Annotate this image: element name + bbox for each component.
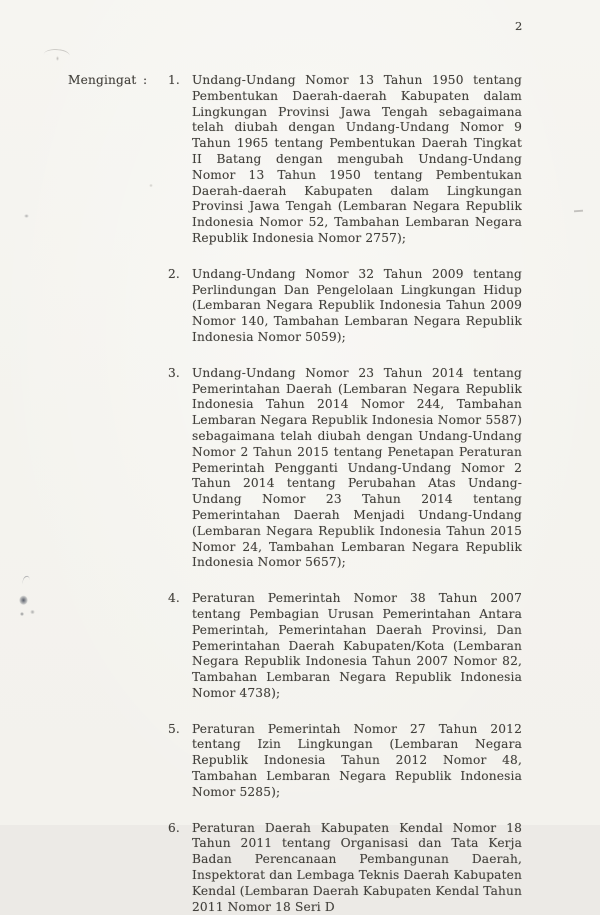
item-text: Peraturan Daerah Kabupaten Kendal Nomor 18 Tahun 2011 tentang Organisasi dan Tata Kerja Badan Perencanaan Pembangunan Daerah, Inspektorat dan Lembaga Teknis Daerah Kabupaten Kendal (Lembaran Daerah Kabupaten Kendal Tahun 2011 Nomor 18 Seri D (192, 820, 522, 914)
pencil-scuff-mark (44, 47, 71, 57)
ink-speck (30, 610, 35, 614)
legal-basis-list (168, 73, 522, 915)
right-margin-dash (574, 210, 583, 213)
item-number: 6. (168, 820, 180, 835)
item-number: 3. (168, 365, 180, 380)
item-text: Undang-Undang Nomor 23 Tahun 2014 tentang Pemerintahan Daerah (Lembaran Negara Republik Indonesia Tahun 2014 Nomor 244, Tambahan Lembaran Negara Republik Indonesia Nomor 5587) sebagaimana telah diubah dengan Undang-Undang Nomor 2 Tahun 2015 tentang Penetapan Peraturan Pemerintah Pengganti Undang-Undang Nomor 2 Tahun 2014 tentang Perubahan Atas Undang-Undang Nomor 23 Tahun 2014 tentang Pemerintahan Daerah Menjadi Undang-Undang (Lembaran Negara Republik Indonesia Tahun 2015 Nomor 24, Tambahan Lembaran Negara Republik Indonesia Nomor 5657); (192, 365, 522, 570)
item-text: Peraturan Pemerintah Nomor 27 Tahun 2012 tentang Izin Lingkungan (Lembaran Negara Republik Indonesia Tahun 2012 Nomor 48, Tambahan Lembaran Negara Republik Indonesia Nomor 5285); (192, 721, 522, 799)
item-text: Undang-Undang Nomor 32 Tahun 2009 tentang Perlindungan Dan Pengelolaan Lingkungan Hidup (Lembaran Negara Republik Indonesia Tahun 2009 Nomor 140, Tambahan Lembaran Negara Republik Indonesia Nomor 5059); (192, 266, 522, 344)
ink-speck (20, 612, 24, 616)
ink-blot (17, 593, 30, 609)
item-number: 5. (168, 721, 180, 736)
mengingat-section (68, 73, 522, 915)
legal-item-1 (168, 73, 522, 247)
item-number: 4. (168, 591, 180, 606)
item-text: Peraturan Pemerintah Nomor 38 Tahun 2007 tentang Pembagian Urusan Pemerintahan Antara Pemerintah, Pemerintahan Daerah Provinsi, Dan Pemerintahan Daerah Kabupaten/Kota (Lembaran Negara Republik Indonesia Tahun 2007 Nomor 82, Tambahan Lembaran Negara Republik Indonesia Nomor 4738); (192, 591, 522, 700)
legal-item-2 (168, 267, 522, 346)
page-number: 2 (515, 19, 523, 33)
legal-item-3 (168, 366, 522, 571)
item-number: 2. (168, 266, 180, 281)
legal-item-5 (168, 722, 522, 801)
mengingat-label: Mengingat (68, 73, 137, 87)
legal-item-4 (168, 591, 522, 702)
label-colon: : (143, 73, 148, 87)
legal-item-6 (168, 821, 522, 915)
item-number: 1. (168, 73, 180, 87)
margin-speck (24, 214, 29, 218)
item-text: Undang-Undang Nomor 13 Tahun 1950 tentang Pembentukan Daerah-daerah Kabupaten dalam Lingkungan Provinsi Jawa Tengah sebagaimana telah diubah dengan Undang-Undang Nomor 9 Tahun 1965 tentang Pembentukan Daerah Tingkat II Batang dengan mengubah Undang-Undang Nomor 13 Tahun 1950 tentang Pembentukan Daerah-daerah Kabupaten dalam Lingkungan Provinsi Jawa Tengah (Lembaran Negara Republik Indonesia Nomor 52, Tambahan Lembaran Negara Republik Indonesia Nomor 2757); (192, 73, 522, 245)
ink-smudge-curl (21, 575, 30, 584)
pencil-scuff-speck (56, 56, 59, 61)
